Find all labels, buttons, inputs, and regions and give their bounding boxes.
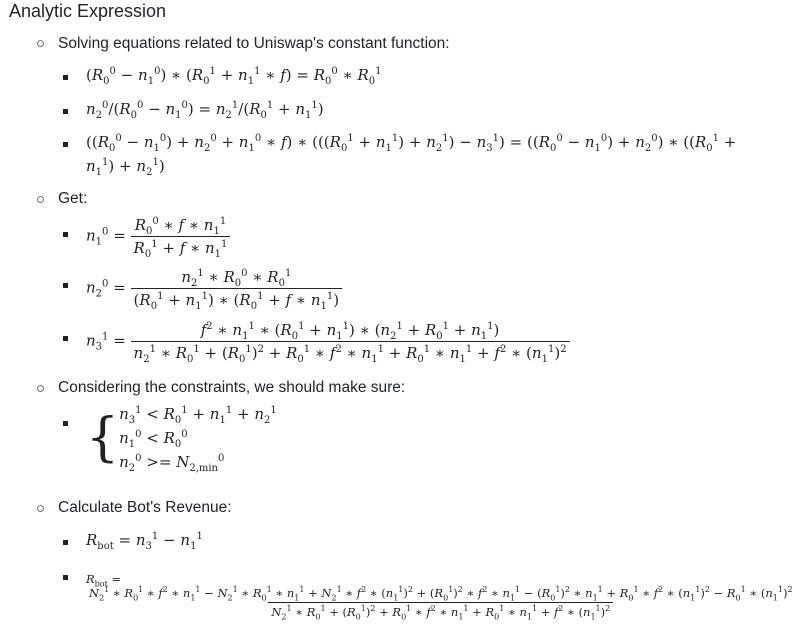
hollow-bullet-icon [37,40,44,47]
equation-3-line-2: $n_1^1) + n_2^1$) [86,157,165,178]
square-bullet-icon [63,283,68,288]
constraint-system: { $n_3^1 < R_0^1 + n_1^1 + n_2^1$ $n_1^0 < R_0^0$ $n_2^0 >= N_{2,min}^0$ [86,405,277,474]
hollow-bullet-icon [37,196,44,203]
section-label: Considering the constraints, we should make sure: [58,379,406,396]
section-label: Solving equations related to Uniswap's constant function: [58,35,450,52]
result-n3-1: $n_3^1$ = $f^2$ ∗ $n_1^1$ ∗ $(R_0^1 + n_1^1)$ ∗ $(n_2^1 + R_0^1 + n_1^1)$ $n_2^1$ ∗ $R_0^1 + (R_0^1)^2 + R_0^1$ ∗ $f^2$ ∗ $n_1^1 + R_0^1$ ∗ $n_1^1 + f^2$ ∗ $(n_1^1)^2$ [86,321,570,362]
equation-2: $n_2^0/(R_0^0 - n_1^0) = n_2^1/(R_0^1 + n_1^1)$ [86,100,324,121]
revenue-formula: $N_2^1$ ∗ $R_0^1$ ∗ $f^2$ ∗ $n_1^1 - N_2^1$ ∗ $R_0^1$ ∗ $n_1^1 + N_2^1$ ∗ $f^2$ ∗ $(n_1^1)^2 + (R_0^1)^2$ ∗ $f^2$ ∗ $n_1^1 - (R_0^1)^2$ ∗ $n_1^1 + R_0^1$ ∗ $f^2$ ∗ $(n_1^1)^2 - R_0^1$ ∗ $(n_1^1)^2$ $N_2^1$ ∗ $R_0^1 + (R_0^1)^2 + R_0^1$ ∗ $f^2$ ∗ $n_1^1 + R_0^1$ ∗ $n_1^1 + f^2$ ∗ $(n_1^1)^2$ [89,585,793,622]
square-bullet-icon [63,232,68,237]
section-label: Get: [58,190,88,207]
square-bullet-icon [63,336,68,341]
section-label: Calculate Bot's Revenue: [58,499,232,516]
square-bullet-icon [63,540,68,545]
square-bullet-icon [63,75,68,80]
square-bullet-icon [63,109,68,114]
left-brace-icon: { [86,408,120,468]
result-n2-0: $n_2^0$ = $\frac{n_2^1 ∗ R_0^0 ∗ R_0^1}{(R_0^1 + n_1^1) ∗ (R_0^1 + f ∗ n_1^1)}$ [86,268,342,309]
equation-1: $(R_0^0 - n_1^0)$ ∗ ($R_0^1 + n_1^1$ ∗ $f) = R_0^0$ ∗ $R_0^1$ [86,66,382,87]
hollow-bullet-icon [37,505,44,512]
result-n1-0: $n_1^0$ = $\frac{R_0^0 ∗ f ∗ n_1^1}{R_0^1 + f ∗ n_1^1}$ [86,216,230,257]
revenue-definition: $R_{bot} = n_3^1 - n_1^1$ [86,531,203,552]
equation-3-line-1: ($(R_0^0 - n_1^0) + n_2^0 + n_1^0$ ∗ f) ∗ $(((R_0^1 + n_1^1) + n_2^1) - n_3^1) = ((R_0^0 - n_1^0) + n_2^0)$ ∗ (($R_0^1$ + [86,133,737,154]
revenue-label: $R_{bot}$ = [86,572,122,589]
square-bullet-icon [63,421,68,426]
page-title: Analytic Expression [9,1,167,21]
hollow-bullet-icon [37,385,44,392]
square-bullet-icon [63,575,68,580]
square-bullet-icon [63,142,68,147]
